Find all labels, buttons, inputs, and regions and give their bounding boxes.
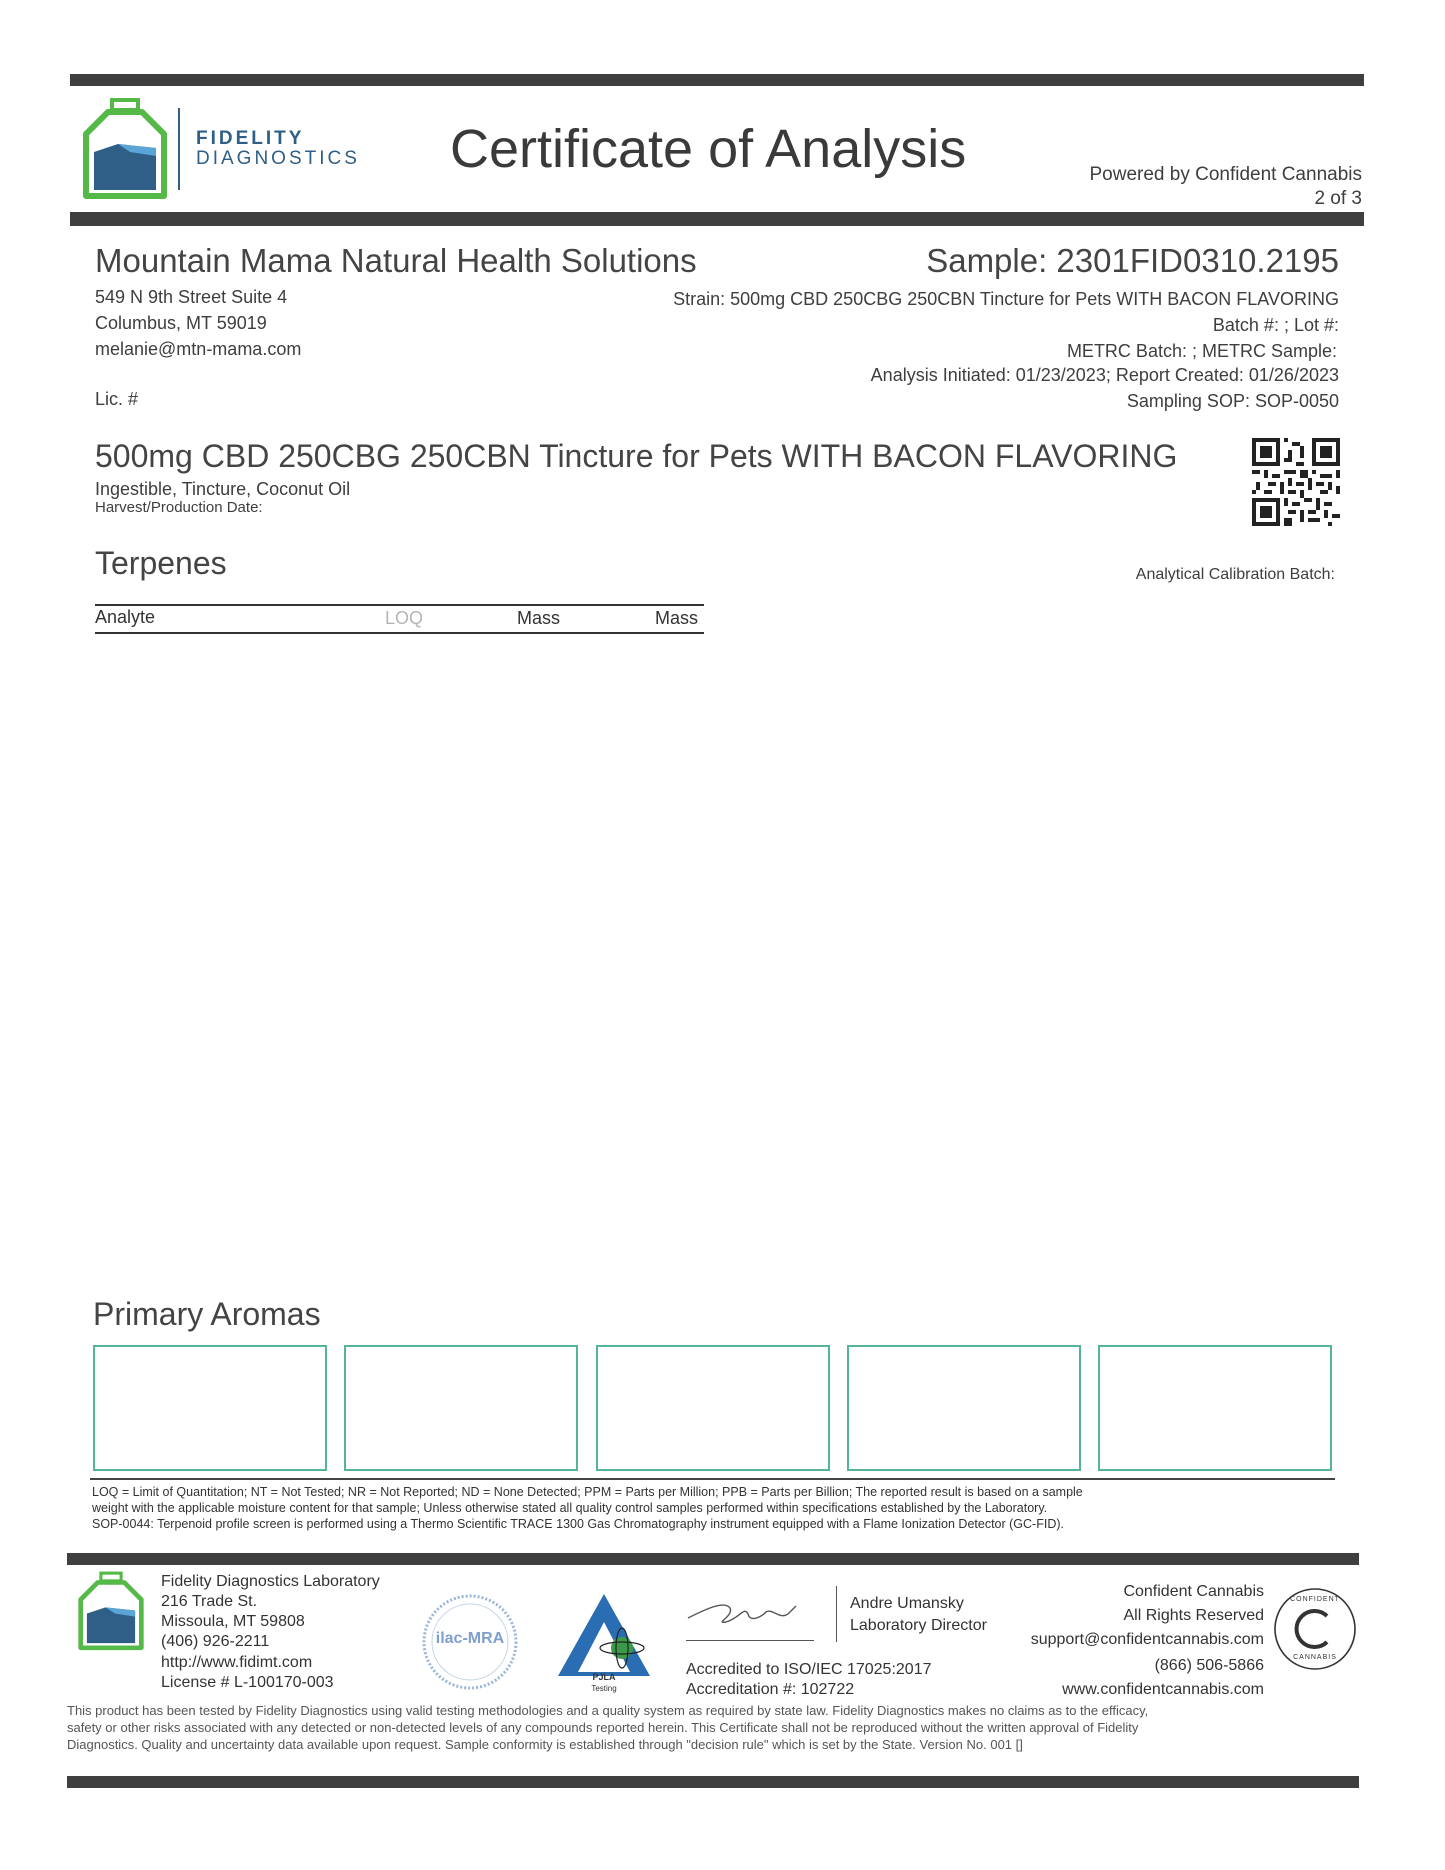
lab-street: 216 Trade St. [161, 1593, 258, 1610]
disclaimer-line1: This product has been tested by Fidelity Diagnostics using valid testing methodologies and a quality system as required by state law. Fidelity Diagnostics makes no claims as to the efficacy, [67, 1703, 1149, 1718]
cc-web[interactable]: www.confidentcannabis.com [1062, 1681, 1264, 1698]
client-address2: Columbus, MT 59019 [95, 313, 267, 333]
disclaimer-line2: safety or other risks associated with any detected or non-detected levels of any compounds reported herein. This Certificate shall not be reproduced without the written approval of Fidelity [67, 1720, 1139, 1735]
cc-seal [1272, 1586, 1358, 1672]
fidelity-logo [80, 96, 170, 204]
footer-top-bar [67, 1553, 1359, 1565]
signature-icon [684, 1588, 814, 1640]
ilac-mra-seal [420, 1592, 520, 1692]
sample-sop: Sampling SOP: SOP-0050 [1126, 391, 1339, 411]
terpenes-title: Terpenes [95, 545, 227, 581]
director-name: Andre Umansky [850, 1595, 964, 1612]
sample-dates: Analysis Initiated: 01/23/2023; Report Created: 01/26/2023 [870, 365, 1339, 385]
harvest-date: Harvest/Production Date: [95, 499, 263, 516]
director-title: Laboratory Director [850, 1617, 987, 1634]
sample-strain: Strain: 500mg CBD 250CBG 250CBN Tincture for Pets WITH BACON FLAVORING [673, 289, 1339, 309]
pjla-triangle-icon [556, 1592, 652, 1682]
ilac-label: ilac-MRA [435, 1630, 505, 1647]
lab-name: Fidelity Diagnostics Laboratory [161, 1573, 380, 1590]
pjla-label: PJLA [592, 1672, 616, 1682]
client-email: melanie@mtn-mama.com [95, 339, 302, 359]
client-address1: 549 N 9th Street Suite 4 [95, 287, 288, 307]
legend-line2: weight with the applicable moisture content for that sample; Unless otherwise stated all quality control samples performed within specifications established by the Laboratory. [92, 1501, 1048, 1515]
aroma-box-2 [344, 1345, 578, 1471]
aroma-box-1 [93, 1345, 327, 1471]
sample-batch: Batch #: ; Lot #: [1212, 315, 1339, 335]
accreditation-number: Accreditation #: 102722 [686, 1681, 855, 1698]
aroma-box-4 [847, 1345, 1081, 1471]
iso-accreditation: Accredited to ISO/IEC 17025:2017 [686, 1661, 932, 1678]
cc-phone: (866) 506-5866 [1154, 1657, 1264, 1674]
cc-email[interactable]: support@confidentcannabis.com [1030, 1631, 1264, 1648]
logo-divider [178, 108, 180, 190]
col-loq: LOQ [385, 608, 424, 628]
signature-line [686, 1640, 814, 1641]
pjla-sublabel: Testing [591, 1684, 617, 1693]
sample-metrc: METRC Batch: ; METRC Sample: [1066, 341, 1337, 361]
page-number: 2 of 3 [1314, 188, 1362, 209]
aroma-box-5 [1098, 1345, 1332, 1471]
product-name: 500mg CBD 250CBG 250CBN Tincture for Pets WITH BACON FLAVORING [95, 438, 1178, 474]
top-bar [70, 74, 1364, 86]
logo-line1: FIDELITY [196, 128, 305, 149]
logo-line2: DIAGNOSTICS [196, 148, 360, 169]
cc-seal-bottom: CANNABIS [1293, 1654, 1337, 1661]
col-mass-2: Mass [655, 608, 699, 628]
cc-name: Confident Cannabis [1123, 1583, 1264, 1600]
signature-divider [836, 1586, 837, 1642]
pjla-seal [556, 1592, 652, 1696]
legend-line1: LOQ = Limit of Quantitation; NT = Not Tested; NR = Not Reported; ND = None Detected; PPM = Parts per Million; PPB = Parts per Billion; The reported result is based on a sample [92, 1485, 1083, 1499]
aroma-box-3 [596, 1345, 830, 1471]
disclaimer-line3: Diagnostics. Quality and uncertainty data available upon request. Sample conformity is established through "decision rule" which is set by the State. Version No. 001 [] [67, 1737, 1023, 1752]
terpenes-table-header [95, 604, 704, 634]
lab-phone: (406) 926-2211 [161, 1633, 270, 1650]
aromas-title: Primary Aromas [93, 1296, 321, 1332]
qr-code-icon [1252, 438, 1340, 526]
footer-bottom-bar [67, 1776, 1359, 1788]
client-license: Lic. # [95, 389, 139, 409]
col-analyte: Analyte [95, 607, 156, 627]
col-mass-1: Mass [517, 608, 561, 628]
sample-id: Sample: 2301FID0310.2195 [926, 242, 1339, 279]
aromas-rule [90, 1478, 1335, 1480]
lab-web[interactable]: http://www.fidimt.com [161, 1654, 313, 1671]
powered-by: Powered by Confident Cannabis [1089, 164, 1362, 185]
director-signature [684, 1588, 814, 1640]
client-name: Mountain Mama Natural Health Solutions [95, 242, 697, 279]
lab-city: Missoula, MT 59808 [161, 1613, 305, 1630]
lab-license: License # L-100170-003 [161, 1674, 334, 1691]
flask-icon [80, 96, 170, 204]
product-type: Ingestible, Tincture, Coconut Oil [95, 479, 351, 499]
page-title: Certificate of Analysis [450, 119, 967, 179]
qr-code[interactable] [1252, 438, 1340, 526]
cc-seal-top: CONFIDENT [1290, 1596, 1340, 1603]
legend-line3: SOP-0044: Terpenoid profile screen is performed using a Thermo Scientific TRACE 1300 Gas Chromatography instrument equipped with a Flame Ionization Detector (GC-FID). [92, 1517, 1064, 1531]
flask-icon [76, 1570, 146, 1654]
calibration-batch: Analytical Calibration Batch: [1135, 566, 1335, 583]
footer-logo [76, 1570, 146, 1654]
header-bottom-bar [70, 212, 1364, 226]
cc-rights: All Rights Reserved [1123, 1607, 1264, 1624]
